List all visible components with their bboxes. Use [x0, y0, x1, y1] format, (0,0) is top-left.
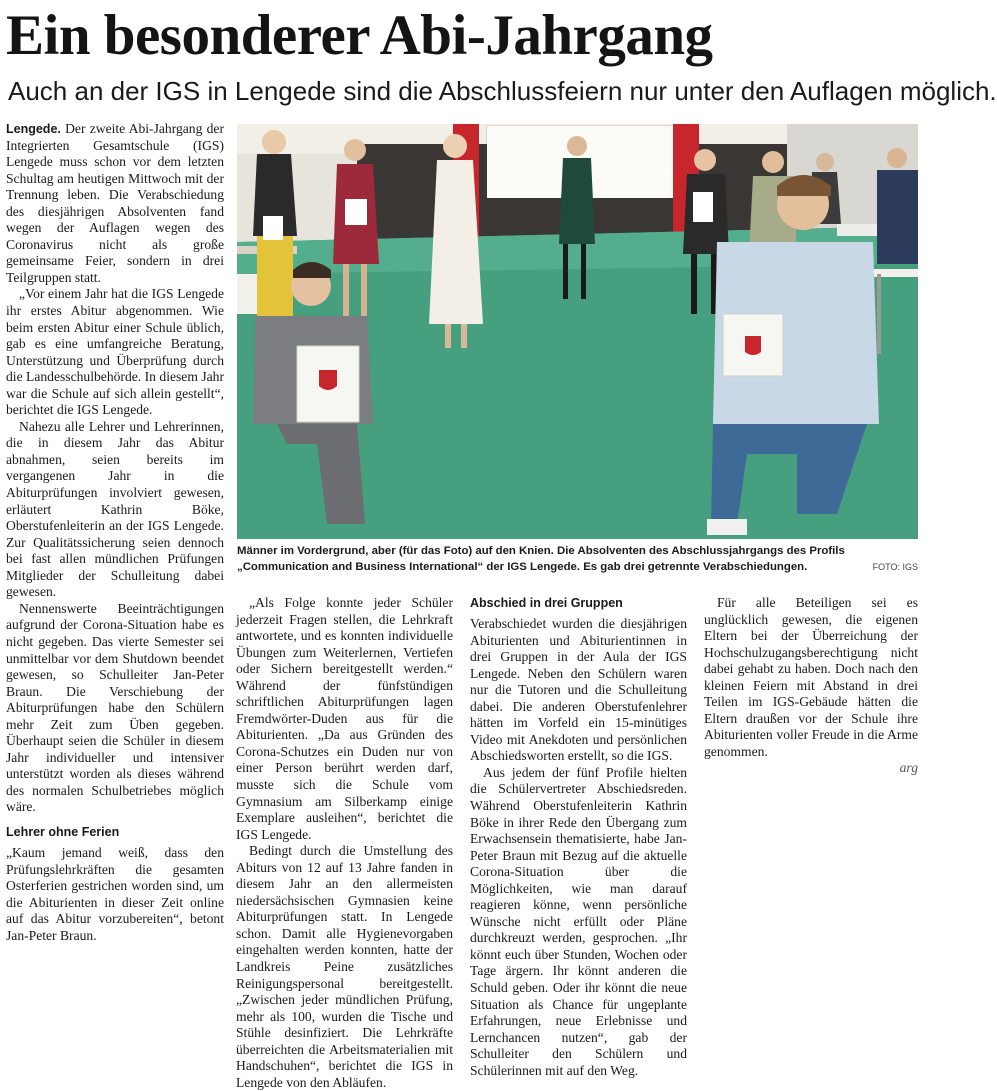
photo-caption	[237, 543, 918, 575]
paragraph: Aus jedem der fünf Profile hielten die Schülervertreter Abschiedsreden. Während Oberstufenleiterin Kathrin Böke in ihrer Rede den Übergang zum Erwachsensein thematisierte, habe Jan-Peter Braun mit Bezug auf die aktuelle Corona-Situation über die Möglichkeiten, wie man darauf reagieren könne, wenn persönliche Wünsche nicht erfüllt oder Pläne durchkreuzt werden, gesprochen. „Ihr könnt euch über Stunden, Wochen oder Tage ärgern. Ihr könnt anderen die Schuld geben. Oder ihr könnt die neue Situation als Chance für ungeplante Erfahrungen, neue Erlebnisse und Lernchancen nutzen“, gab der Schulleiter den Schülern und Schülerinnen mit auf den Weg.	[470, 764, 687, 1078]
headline: Ein besonderer Abi-Jahrgang	[6, 4, 713, 67]
dateline: Lengede.	[6, 122, 61, 136]
article-column-4	[704, 595, 918, 1021]
graduation-photo	[237, 124, 918, 539]
paragraph: Verabschiedet wurden die diesjährigen Abiturienten und Abiturientinnen in drei Gruppen in der Aula der IGS Lengede. Neben den Schülern waren nur die Tutoren und die Schulleitung dabei. Die anderen Oberstufenlehrer hätten im Vorfeld ein 15-minütiges Video mit Anekdoten und persönlichen Abschiedsworten erstellt, so die IGS.	[470, 616, 687, 764]
article-column-2-text	[236, 595, 453, 1090]
paragraph: „Kaum jemand weiß, dass den Prüfungslehrkräften die gesamten Osterferien gestrichen worden sind, um die Abiturienten in dieser Zeit online auf das Abitur vorzubereiten“, betont Jan-Peter Braun.	[6, 844, 224, 943]
paragraph-intro	[6, 121, 224, 286]
article-column-3	[470, 595, 687, 1078]
paragraph: „Vor einem Jahr hat die IGS Lengede ihr erstes Abitur abgenommen. Wie beim ersten Abitur einer Schule üblich, gab es eine umfangreiche Beratung, Unterstützung und Überprüfung durch die Landesschulbehörde. In diesem Jahr war die Schule auf sich allein gestellt“, berichtet die IGS Lengede.	[6, 286, 224, 418]
paragraph: Nahezu alle Lehrer und Lehrerinnen, die in diesem Jahr das Abitur abnahmen, seien bereits im vergangenen Jahr in die Abiturprüfungen involviert gewesen, erläutert Kathrin Böke, Oberstufenleiterin an der IGS Lengede. Zur Qualitätssicherung seien dennoch bei fast allen mündlichen Prüfungen Mitglieder der Schulleitung dabei gewesen.	[6, 418, 224, 600]
caption-text: Männer im Vordergrund, aber (für das Foto) auf den Knien. Die Absolventen des Abschlussjahrgangs des Profils „Communication and Business International“ der IGS Lengede. Es gab drei getrennte Verabschiedungen.	[237, 545, 845, 573]
article-column-1	[6, 121, 224, 1021]
subheadline: Auch an der IGS in Lengede sind die Abschlussfeiern nur unter den Auflagen möglich.	[8, 76, 997, 106]
paragraph-continued: „Als Folge konnte jeder Schüler jederzeit Fragen stellen, die Lehrkraft antwortete, und es konnten individuelle Übungen zum Weiterlernen, Vertiefen oder Sichern bereitgestellt werden.“ Während der fünfstündigen schriftlichen Abiturprüfungen lagen Fremdwörter-Duden aus für die Abiturienten. „Da aus Gründen des Corona-Schutzes ein Duden nur von einer Person berührt werden darf, musste sich die Schule vom Gymnasium am Silberkamp einige Exemplare ausleihen“, berichtet die IGS Lengede.	[236, 595, 453, 842]
photo-credit: FOTO: IGS	[872, 562, 918, 572]
paragraph: Bedingt durch die Umstellung des Abiturs von 12 auf 13 Jahre fanden in diesem Jahr an den allermeisten niedersächsischen Gymnasien keine Abiturprüfungen statt. In Lengede schon. Damit alle Hygienevorgaben eingehalten werden konnten, hatte der Landkreis Peine zusätzliches Reinigungspersonal bereitgestellt. „Zwischen jeder mündlichen Prüfung, mehr als 100, wurden die Tische und Stühle desinfiziert. Die Lehrkräfte überreichten die Arbeitsmaterialien mit Handschuhen“, berichtet die IGS in Lengede von den Abläufen.	[236, 843, 453, 1090]
subheading-lehrer-ohne-ferien: Lehrer ohne Ferien	[6, 824, 120, 839]
subheading-abschied-in-drei-gruppen: Abschied in drei Gruppen	[470, 596, 623, 610]
author-initials: arg	[899, 760, 918, 776]
paragraph: Nennenswerte Beeinträchtigungen aufgrund der Corona-Situation habe es nicht gegeben. Das vierte Semester sei unmittelbar vor dem Shutdown beendet gewesen, so Schulleiter Jan-Peter Braun. Die Verschiebung der Abiturprüfungen habe den Schülern mehr Zeit zum Üben gegeben. Überhaupt seien die Schüler in diesem Jahr individueller und intensiver unterstützt worden als dieses während des normalen Schulbetriebes möglich wäre.	[6, 600, 224, 815]
person-student-1	[253, 130, 297, 328]
intro-text: Der zweite Abi-Jahrgang der Integrierten Gesamtschule (IGS) Lengede muss schon vor dem letzten Schultag am heutigen Mittwoch mit der Trennung leben. Die Verabschiedung des diesjährigen Absolventen fand wegen der Auflagen wegen des Coronavirus nicht als große gemeinsame Feier, sondern in drei Teilgruppen statt.	[6, 121, 224, 285]
paragraph: Für alle Beteiligen sei es unglücklich gewesen, die eigenen Eltern bei der Überreichung der Hochschulzugangsberechtigung nicht dabei gehabt zu haben. Doch nach den kleinen Feiern mit Abstand in drei Teilen im IGS-Gebäude hätten die Eltern draußen vor der Schule ihre Abiturienten voller Freude in die Arme genommen.	[704, 595, 918, 759]
